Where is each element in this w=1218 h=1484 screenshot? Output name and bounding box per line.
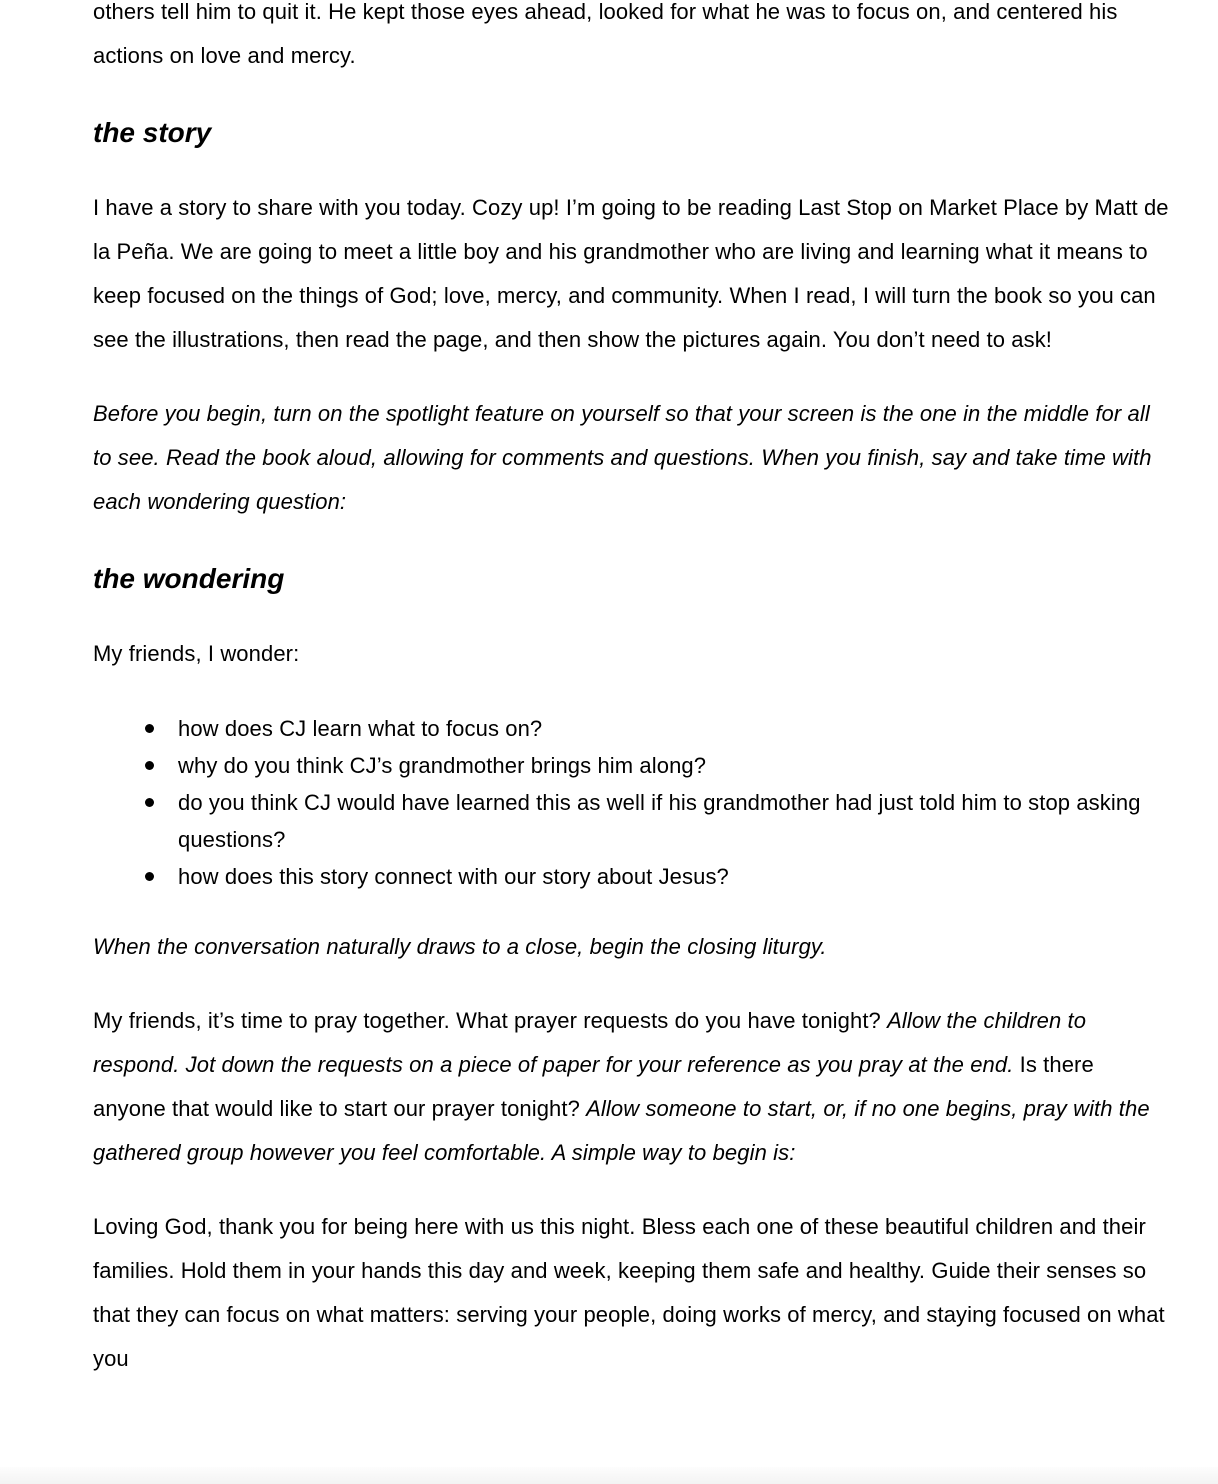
- prayer-leader-instruction: Allow someone to start, or, if no one begins, pray with the gathered group however you feel comfortable. A simple way to begin is:: [93, 1096, 1150, 1165]
- heading-the-wondering: the wondering: [93, 563, 285, 594]
- paragraph-wondering-intro: My friends, I wonder:: [93, 641, 300, 666]
- list-item: how does this story connect with our story about Jesus?: [93, 858, 1170, 895]
- viewport-bottom-edge: [0, 1467, 1218, 1484]
- paragraph-closing-prayer-fragment: Loving God, thank you for being here with us this night. Bless each one of these beautiful children and their families. Hold them in your hands this day and week, keeping them safe and healthy. Guide their senses so that they can focus on what matters: serving your people, doing works of mercy, and staying focused on what you: [93, 1214, 1165, 1371]
- paragraph-leader-instruction-story: Before you begin, turn on the spotlight feature on yourself so that your screen is the one in the middle for all to see. Read the book aloud, allowing for comments and questions. When you finish, say and take time with each wondering question:: [93, 401, 1152, 514]
- wondering-question-list: [93, 710, 1170, 895]
- paragraph-prayer-time: [93, 999, 1170, 1175]
- list-item: how does CJ learn what to focus on?: [93, 710, 1170, 747]
- paragraph-story-introduction: I have a story to share with you today. Cozy up! I’m going to be reading Last Stop on Market Place by Matt de la Peña. We are going to meet a little boy and his grandmother who are living and learning what it means to keep focused on the things of God; love, mercy, and community. When I read, I will turn the book so you can see the illustrations, then read the page, and then show the pictures again. You don’t need to ask!: [93, 195, 1169, 352]
- prayer-text-segment: My friends, it’s time to pray together. What prayer requests do you have tonight?: [93, 1008, 888, 1033]
- list-item: do you think CJ would have learned this as well if his grandmother had just told him to stop asking questions?: [93, 784, 1170, 858]
- paragraph-intro-fragment: others tell him to quit it. He kept those eyes ahead, looked for what he was to focus on, and centered his actions on love and mercy.: [93, 0, 1118, 68]
- prayer-text-segment: Is there anyone that would like to start our prayer tonight?: [93, 1052, 1094, 1121]
- heading-the-story: the story: [93, 117, 212, 148]
- prayer-leader-instruction: Allow the children to respond. Jot down the requests on a piece of paper for your reference as you pray at the end.: [93, 1008, 1087, 1077]
- list-item: why do you think CJ’s grandmother brings him along?: [93, 747, 1170, 784]
- paragraph-leader-instruction-closing: When the conversation naturally draws to a close, begin the closing liturgy.: [93, 934, 827, 959]
